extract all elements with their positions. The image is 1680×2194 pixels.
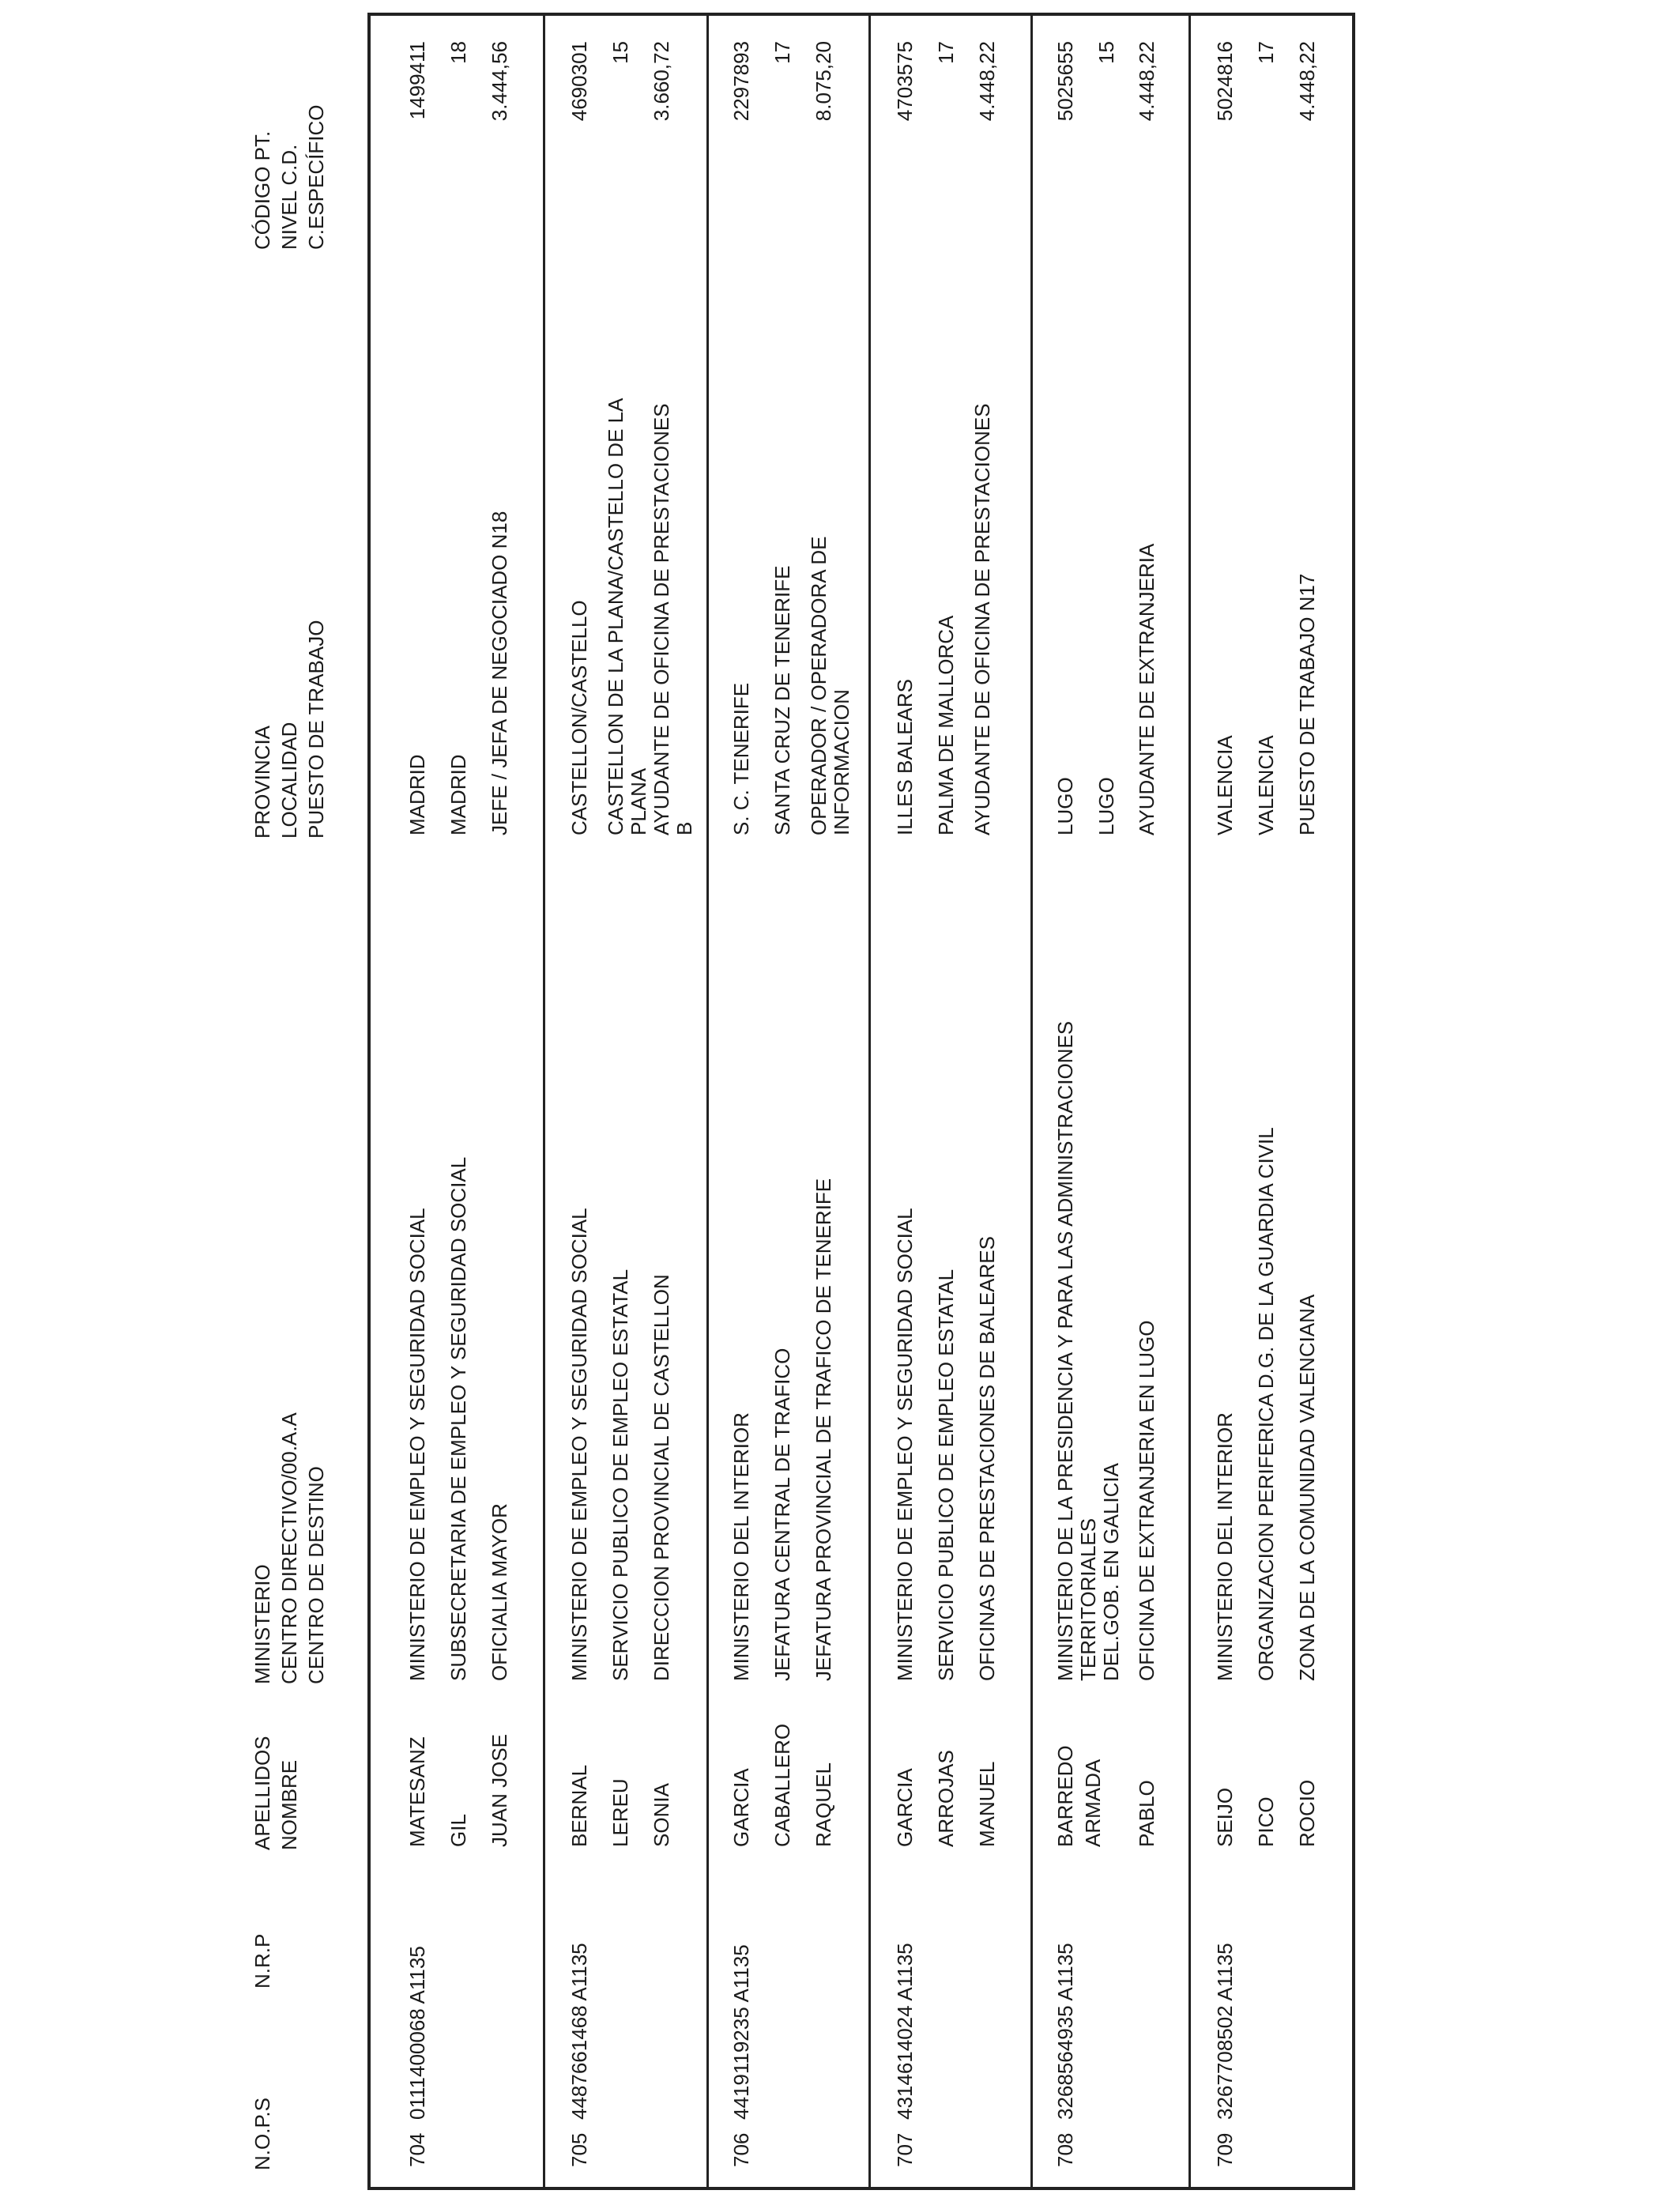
row-localidad: CASTELLON DE LA PLANA/CASTELLO DE LA PLANA: [604, 398, 650, 835]
row-nops: 707: [893, 2132, 917, 2167]
header-localidad-label: LOCALIDAD: [277, 722, 301, 839]
row-apellido1: BERNAL: [567, 1764, 591, 1847]
row-ministerio: MINISTERIO DEL INTERIOR: [1213, 1412, 1237, 1681]
header-especifico-label: C.ESPECÍFICO: [304, 104, 328, 250]
row-apellido2: ARMADA: [1081, 1759, 1105, 1847]
row-localidad: PALMA DE MALLORCA: [934, 615, 958, 835]
row-centro-destino: OFICINA DE EXTRANJERIA EN LUGO: [1135, 1320, 1158, 1681]
row-codigo: 4703575: [893, 41, 917, 122]
row-nrp: 4487661468 A1135: [567, 1943, 591, 2120]
row-localidad: LUGO: [1094, 777, 1118, 835]
row-divider: [1188, 16, 1191, 2187]
row-especifico: 4.448,22: [975, 41, 999, 122]
row-nops: 705: [567, 2132, 591, 2167]
row-centro-destino: OFICINAS DE PRESTACIONES DE BALEARES: [975, 1236, 999, 1681]
row-localidad: VALENCIA: [1254, 735, 1278, 835]
row-centro-directivo: SERVICIO PUBLICO DE EMPLEO ESTATAL: [934, 1269, 958, 1681]
row-apellido2: LEREU: [608, 1778, 632, 1847]
row-localidad: MADRID: [446, 754, 470, 835]
row-localidad: SANTA CRUZ DE TENERIFE: [770, 565, 794, 835]
row-nivel: 17: [1254, 41, 1278, 64]
row-centro-destino: ZONA DE LA COMUNIDAD VALENCIANA: [1295, 1294, 1319, 1681]
row-ministerio: MINISTERIO DEL INTERIOR: [729, 1412, 753, 1681]
row-puesto: PUESTO DE TRABAJO N17: [1295, 573, 1319, 835]
row-divider: [706, 16, 709, 2187]
row-nombre: MANUEL: [975, 1761, 999, 1847]
row-puesto: JEFE / JEFA DE NEGOCIADO N18: [488, 511, 511, 835]
row-nrp: 3268564935 A1135: [1053, 1943, 1077, 2120]
row-nrp: 4419119235 A1135: [729, 1944, 753, 2120]
row-especifico: 3.660,72: [650, 41, 673, 122]
row-nivel: 15: [608, 41, 632, 64]
row-nivel: 17: [934, 41, 958, 64]
row-ministerio: MINISTERIO DE LA PRESIDENCIA Y PARA LAS ADMINISTRACIONES TERRITORIALES: [1053, 1020, 1100, 1681]
row-nombre: PABLO: [1135, 1780, 1158, 1847]
row-centro-directivo: ORGANIZACION PERIFERICA D.G. DE LA GUARDIA CIVIL: [1254, 1127, 1278, 1681]
row-apellido2: ARROJAS: [934, 1750, 958, 1847]
row-apellido1: GARCIA: [729, 1768, 753, 1847]
row-centro-destino: DIRECCION PROVINCIAL DE CASTELLON: [650, 1274, 673, 1681]
header-apellidos: [249, 1736, 303, 1850]
header-codigo: [249, 105, 330, 250]
header-nivel-label: NIVEL C.D.: [277, 144, 301, 250]
records-table: [367, 13, 1355, 2190]
row-nops: 709: [1213, 2132, 1237, 2167]
row-divider: [1030, 16, 1033, 2187]
row-apellido1: MATESANZ: [405, 1736, 429, 1847]
row-especifico: 8.075,20: [812, 41, 835, 122]
header-centro-destino-label: CENTRO DE DESTINO: [304, 1466, 328, 1684]
row-provincia: CASTELLON/CASTELLO: [567, 600, 591, 835]
row-nops: 704: [405, 2132, 429, 2167]
header-provincia: [249, 620, 330, 839]
row-nombre: ROCIO: [1295, 1779, 1319, 1847]
header-provincia-label: PROVINCIA: [250, 725, 274, 839]
row-puesto: AYUDANTE DE EXTRANJERIA: [1135, 543, 1158, 835]
row-ministerio: MINISTERIO DE EMPLEO Y SEGURIDAD SOCIAL: [405, 1208, 429, 1681]
header-apellidos-label: APELLIDOS: [250, 1736, 274, 1850]
row-apellido2: GIL: [446, 1814, 470, 1847]
row-especifico: 3.444,56: [488, 41, 511, 122]
row-apellido2: CABALLERO: [770, 1723, 794, 1847]
row-apellido1: SEIJO: [1213, 1787, 1237, 1847]
table-header: [0, 0, 371, 2194]
row-codigo: 1499411: [405, 41, 429, 120]
row-puesto: AYUDANTE DE OFICINA DE PRESTACIONES B: [650, 403, 696, 835]
row-centro-directivo: SUBSECRETARIA DE EMPLEO Y SEGURIDAD SOCIAL: [446, 1156, 470, 1681]
row-nrp: 0111400068 A1135: [405, 1946, 429, 2120]
row-ministerio: MINISTERIO DE EMPLEO Y SEGURIDAD SOCIAL: [567, 1208, 591, 1681]
row-provincia: S. C. TENERIFE: [729, 682, 753, 835]
header-puesto-label: PUESTO DE TRABAJO: [304, 620, 328, 839]
row-divider: [868, 16, 871, 2187]
row-especifico: 4.448,22: [1295, 41, 1319, 122]
header-centro-directivo-label: CENTRO DIRECTIVO/00.A.A: [277, 1412, 301, 1684]
row-nrp: 4314614024 A1135: [893, 1943, 917, 2120]
row-codigo: 2297893: [729, 41, 753, 122]
header-nombre-label: NOMBRE: [277, 1759, 301, 1850]
row-nombre: JUAN JOSE: [488, 1733, 511, 1847]
row-provincia: VALENCIA: [1213, 735, 1237, 835]
row-centro-destino: JEFATURA PROVINCIAL DE TRAFICO DE TENERIFE: [812, 1178, 835, 1681]
row-especifico: 4.448,22: [1135, 41, 1158, 122]
header-ministerio: [249, 1412, 330, 1684]
row-apellido2: PICO: [1254, 1796, 1278, 1847]
header-codigo-label: CÓDIGO PT.: [250, 130, 274, 250]
row-centro-directivo: SERVICIO PUBLICO DE EMPLEO ESTATAL: [608, 1269, 632, 1681]
header-nops: [249, 2098, 276, 2170]
row-codigo: 5025655: [1053, 41, 1077, 122]
row-divider: [543, 16, 545, 2187]
row-puesto: AYUDANTE DE OFICINA DE PRESTACIONES: [970, 403, 994, 835]
row-puesto: OPERADOR / OPERADORA DE INFORMACION: [807, 536, 853, 835]
row-ministerio: MINISTERIO DE EMPLEO Y SEGURIDAD SOCIAL: [893, 1208, 917, 1681]
row-centro-destino: OFICIALIA MAYOR: [488, 1503, 511, 1681]
row-nombre: SONIA: [650, 1783, 673, 1847]
row-provincia: ILLES BALEARS: [893, 679, 917, 835]
row-centro-directivo: DEL.GOB. EN GALICIA: [1099, 1463, 1123, 1681]
row-apellido1: BARREDO: [1053, 1745, 1077, 1847]
row-provincia: MADRID: [405, 754, 429, 835]
header-nops-label: N.O.P.S: [250, 2097, 274, 2170]
row-nops: 708: [1053, 2132, 1077, 2167]
row-nivel: 17: [770, 41, 794, 64]
row-nivel: 18: [446, 41, 470, 64]
row-nombre: RAQUEL: [812, 1762, 835, 1847]
header-ministerio-label: MINISTERIO: [250, 1564, 274, 1684]
row-centro-directivo: JEFATURA CENTRAL DE TRAFICO: [770, 1348, 794, 1681]
header-nrp: [249, 1934, 276, 1989]
row-codigo: 4690301: [567, 41, 591, 122]
row-codigo: 5024816: [1213, 41, 1237, 122]
row-nrp: 3267708502 A1135: [1213, 1943, 1237, 2120]
row-provincia: LUGO: [1053, 777, 1077, 835]
row-apellido1: GARCIA: [893, 1768, 917, 1847]
header-nrp-label: N.R.P: [250, 1933, 274, 1989]
row-nops: 706: [729, 2132, 753, 2167]
row-nivel: 15: [1094, 41, 1118, 64]
